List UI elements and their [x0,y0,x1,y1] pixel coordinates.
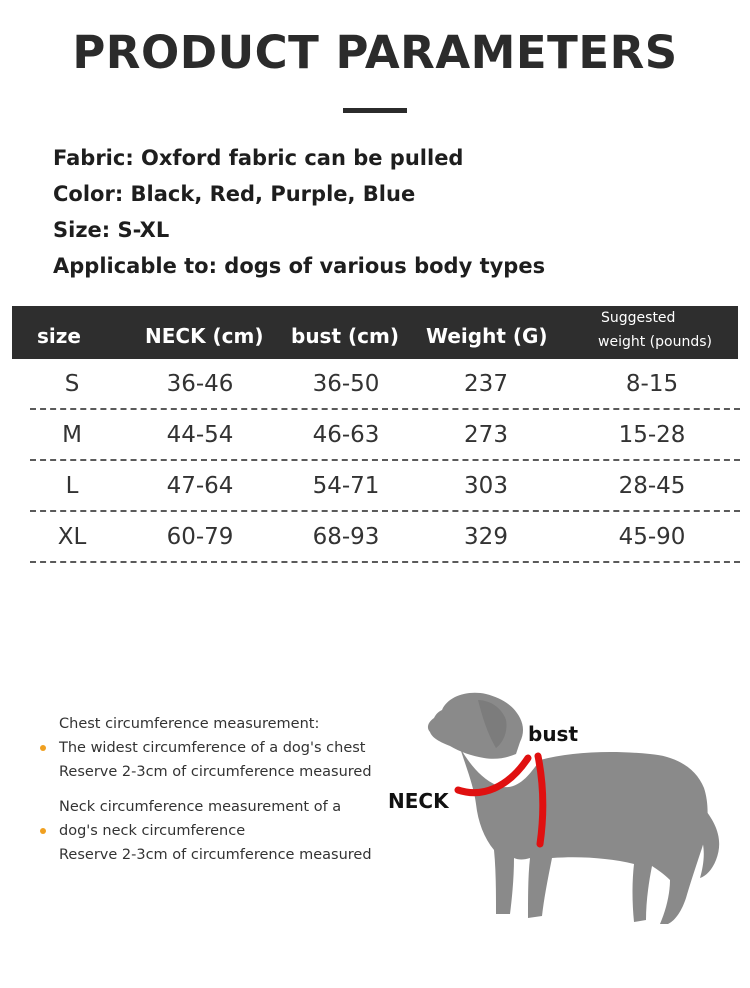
cell-suggested: 8-15 [625,371,679,397]
cell-suggested: 15-28 [618,422,686,448]
cell-weight: 303 [464,473,508,499]
header-size: size [37,324,81,348]
chest-note [40,712,372,784]
table-row [30,359,740,410]
neck-note-line: dog's neck circumference [59,823,246,839]
cell-neck: 47-64 [166,473,234,499]
table-header [12,306,738,359]
header-bust: bust (cm) [291,324,399,348]
spec-applicable: Applicable to: dogs of various body types [53,254,546,278]
dog-silhouette-icon [420,688,720,938]
header-suggested-line1: Suggested [601,310,676,326]
cell-neck: 44-54 [166,422,234,448]
cell-size: L [65,473,79,499]
header-neck: NECK (cm) [145,324,264,348]
title-underline [343,108,407,113]
cell-weight: 273 [464,422,508,448]
spec-fabric: Fabric: Oxford fabric can be pulled [53,146,464,170]
table-row [30,512,740,563]
cell-suggested: 45-90 [618,524,686,550]
measurement-notes [40,712,372,867]
neck-label: NECK [388,789,449,813]
cell-suggested: 28-45 [618,473,686,499]
cell-neck: 60-79 [166,524,234,550]
header-weight: Weight (G) [426,324,548,348]
neck-note-line: Reserve 2-3cm of circumference measured [59,847,372,863]
chest-note-line: Reserve 2-3cm of circumference measured [59,764,372,780]
header-suggested-line2: weight (pounds) [598,334,712,350]
cell-weight: 329 [464,524,508,550]
size-table [12,306,738,550]
bullet-icon [40,745,46,751]
neck-note-line: Neck circumference measurement of a [59,799,342,815]
cell-size: M [62,422,82,448]
cell-weight: 237 [464,371,508,397]
cell-neck: 36-46 [166,371,234,397]
spec-size: Size: S-XL [53,218,170,242]
table-row [30,410,740,461]
chest-note-line: The widest circumference of a dog's chest [59,740,366,756]
page-title: PRODUCT PARAMETERS [72,26,678,79]
cell-bust: 46-63 [312,422,380,448]
cell-bust: 54-71 [312,473,380,499]
dog-body [428,693,719,924]
spec-color: Color: Black, Red, Purple, Blue [53,182,416,206]
cell-bust: 36-50 [312,371,380,397]
spec-list [53,143,545,287]
chest-note-line: Chest circumference measurement: [59,716,320,732]
neck-note [40,795,372,867]
cell-size: S [64,371,80,397]
cell-bust: 68-93 [312,524,380,550]
cell-size: XL [57,524,87,550]
bust-label: bust [528,722,579,746]
table-row [30,461,740,512]
bullet-icon [40,828,46,834]
